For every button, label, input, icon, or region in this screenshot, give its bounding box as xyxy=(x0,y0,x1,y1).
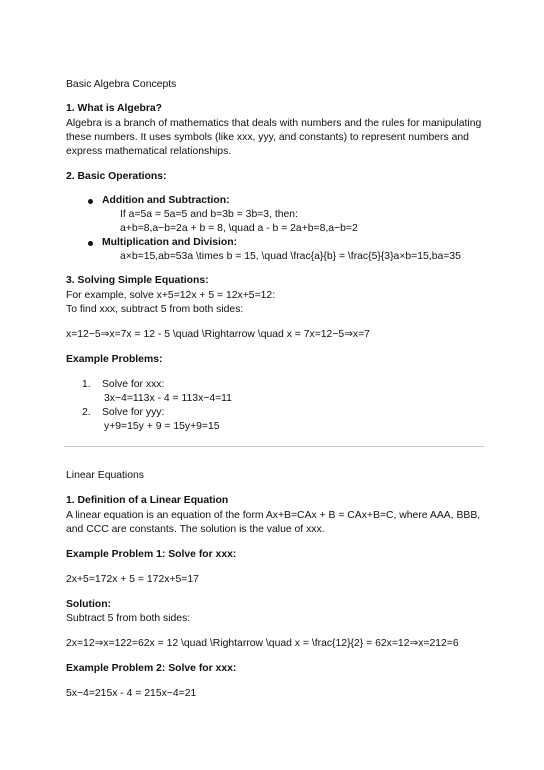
example-problems-list xyxy=(66,378,486,434)
solution-body: Subtract 5 from both sides: xyxy=(66,613,191,624)
linear-definition-heading: 1. Definition of a Linear Equation xyxy=(66,495,229,506)
example-problem-1-heading: Example Problem 1: Solve for xxx: xyxy=(66,549,237,560)
list-item xyxy=(102,236,486,264)
solving-equations-equation: x=12−5⇒x=7x = 12 - 5 \quad \Rightarrow \quad x = 7x=12−5⇒x=7 xyxy=(66,329,370,340)
bullet-icon xyxy=(88,199,93,204)
list-item-line: a×b=15,ab=53a \times b = 15, \quad \frac{a}{b} = \frac{5}{3}a×b=15,ba=35 xyxy=(120,251,461,262)
section-what-is-algebra-body: Algebra is a branch of mathematics that deals with numbers and the rules for manipulating these numbers. It uses symbols (like xxx, yyy, and constants) to represent numbers and express mathematical relationships. xyxy=(66,118,482,157)
basic-operations-list xyxy=(66,194,486,264)
solving-equations-line: For example, solve x+5=12x + 5 = 12x+5=12: xyxy=(66,290,276,301)
section-solving-equations-heading: 3. Solving Simple Equations: xyxy=(66,275,209,286)
list-item xyxy=(102,194,486,236)
list-item-number: 1. xyxy=(82,379,91,390)
example-problem-2-equation: 5x−4=215x - 4 = 215x−4=21 xyxy=(66,688,197,699)
document-page xyxy=(66,78,486,712)
example-problem-2-heading: Example Problem 2: Solve for xxx: xyxy=(66,663,237,674)
doc-title: Basic Algebra Concepts xyxy=(66,79,177,90)
list-item xyxy=(82,406,486,434)
horizontal-divider xyxy=(64,446,484,447)
solving-equations-line: To find xxx, subtract 5 from both sides: xyxy=(66,304,244,315)
list-item-label: Addition and Subtraction: xyxy=(102,195,230,206)
solution-equation: 2x=12⇒x=122=62x = 12 \quad \Rightarrow \quad x = \frac{12}{2} = 62x=12⇒x=212=6 xyxy=(66,638,459,649)
list-item-label: Solve for xxx: xyxy=(102,379,165,390)
linear-equations-title: Linear Equations xyxy=(66,470,144,481)
bullet-icon xyxy=(88,241,93,246)
section-what-is-algebra-heading: 1. What is Algebra? xyxy=(66,103,163,114)
list-item-equation: y+9=15y + 9 = 15y+9=15 xyxy=(104,421,220,432)
list-item-line: a+b=8,a−b=2a + b = 8, \quad a - b = 2a+b=8,a−b=2 xyxy=(120,223,358,234)
solution-heading: Solution: xyxy=(66,599,112,610)
list-item-label: Solve for yyy: xyxy=(102,407,165,418)
linear-definition-body: A linear equation is an equation of the form Ax+B=CAx + B = CAx+B=C, where AAA, BBB, and CCC are constants. The solution is the value of xxx. xyxy=(66,510,481,535)
list-item-equation: 3x−4=113x - 4 = 113x−4=11 xyxy=(104,393,232,404)
example-problems-heading: Example Problems: xyxy=(66,354,163,365)
list-item-label: Multiplication and Division: xyxy=(102,237,238,248)
list-item xyxy=(82,378,486,406)
list-item-number: 2. xyxy=(82,407,91,418)
example-problem-1-equation: 2x+5=172x + 5 = 172x+5=17 xyxy=(66,574,199,585)
section-basic-operations-heading: 2. Basic Operations: xyxy=(66,171,167,182)
list-item-line: If a=5a = 5a=5 and b=3b = 3b=3, then: xyxy=(120,209,298,220)
